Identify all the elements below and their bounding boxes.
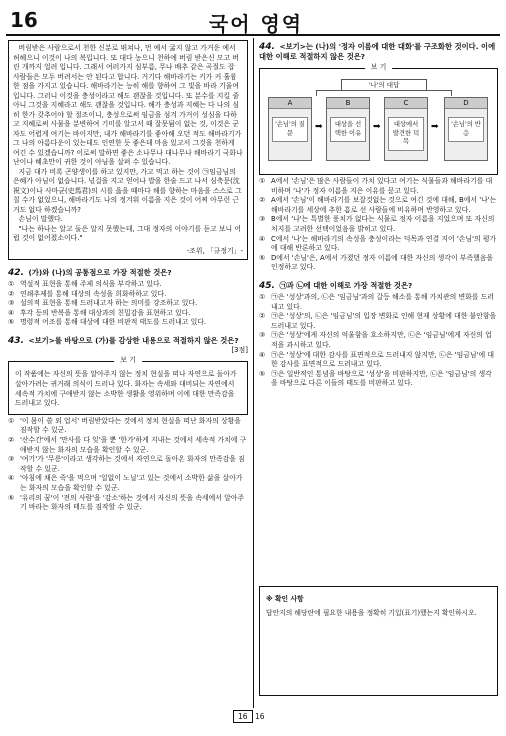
- choice-text: ㉠은 '성상'과의, ㉡은 '임금님'과의 갈등 해소를 통해 가치관의 변화를 드러내고 있다.: [271, 292, 494, 311]
- choice-number: ①: [8, 280, 15, 288]
- notice-title: ※ 확인 사항: [266, 595, 304, 603]
- choice-text: 후각 등의 반복을 통해 대상과의 친밀감을 표현하고 있다.: [20, 308, 191, 317]
- choice-number: ⑤: [259, 369, 266, 378]
- box-text: '손님'의 반응: [448, 117, 484, 142]
- box-text: 대상을 선택한 이유: [330, 117, 366, 142]
- choice-number: ①: [259, 177, 266, 185]
- passage-paragraph: 손님이 말했다.: [18, 215, 63, 223]
- right-column: [259, 40, 498, 389]
- answer-choice[interactable]: [8, 280, 248, 290]
- choice-number: ④: [259, 350, 266, 359]
- answer-choice[interactable]: [8, 474, 248, 493]
- confirmation-notice: [259, 586, 498, 696]
- choice-text: D에서 '손님'은, A에서 가졌던 정자 이름에 대한 자신의 생각이 부족했음을 인정하고 있다.: [271, 253, 494, 272]
- diagram-bracket: [316, 90, 452, 96]
- arrow-right-icon: ➡: [373, 122, 381, 132]
- passage-paragraph: "나는 하나는 알고 둘은 알지 못했는데, 그대 정자의 이야기를 듣고 보니 어럽 것이 없어졌소이다.": [13, 224, 242, 242]
- question-number: 42.: [8, 268, 24, 278]
- page-header: [6, 8, 500, 36]
- choice-text: ㉠은 '성상'에게 자신의 억울함을 호소하지만, ㉡은 '임금님'에게 자신의 업적을 과시하고 있다.: [271, 331, 492, 349]
- choice-text: '유리의 꿈'이 '전의 사람'을 '감소'하는 것에서 자신의 뜻을 속세에서 알아주기 바라는 화자의 태도를 짐작할 수 있군.: [20, 493, 245, 512]
- passage-source: -조위, 「규정기」-: [186, 246, 243, 255]
- choice-number: ①: [8, 416, 15, 425]
- box-letter: D: [445, 98, 487, 109]
- choice-number: ②: [8, 289, 15, 298]
- choice-text: A에서 '손님'은 많은 사람들이 가치 있다고 여기는 식물들과 해바라기를 대비하며 '나'가 정자 이름을 지은 이유를 묻고 있다.: [271, 177, 493, 195]
- diagram-box-a: [268, 97, 312, 161]
- box-letter: B: [327, 98, 369, 109]
- choice-number: ⑤: [259, 253, 266, 262]
- answer-choice[interactable]: [8, 494, 248, 513]
- bogi-text: 이 작품에는 자신의 뜻을 알아주지 않는 정치 현실을 떠나 자연으로 돌아가 살아가려는 귀거래 의식이 드러나 있다. 화자는 속세와 대비되는 자연에서 세속적 가치에 구애받지 않는 소박한 생활을 영위하며 이에 대한 만족감을 드러내고 있다.: [15, 370, 237, 408]
- answer-choice[interactable]: [8, 290, 248, 300]
- answer-choice[interactable]: [8, 417, 248, 436]
- left-column: [8, 40, 248, 513]
- question-42: [8, 268, 248, 328]
- choice-text: ㉠은 '성상'에 대한 감사를 표면적으로 드러내지 않지만, ㉡은 '임금님'에 대한 감사를 표면적으로 드러내고 있다.: [271, 350, 494, 369]
- choice-number: ②: [259, 312, 266, 321]
- answer-choice[interactable]: [259, 331, 498, 350]
- box-letter: C: [385, 98, 427, 109]
- choice-number: ①: [259, 292, 266, 301]
- passage-paragraph: 버림받은 사람으로서 천한 신분로 뛰쳐나, 먼 예서 굶지 않고 가거운 예서 허헤으니 이것이 나의 복입니다. 또 대다 농으니 천하에 버림 받은신 모고 버린 개까지 얼려 입니다. 그래서 여러가지 심부름, 무나 배추 같은 곡절도 잡 사람들은 모두 버려서는 안 된다고 합니다. 거기다 해바라기는 키가 커 훌륭한 점을 가지고 있습니다. 해바라기는 능히 해를 향하여 그 빛을 바라 기울여입니다. 그러니 이것을 충성이라고 해도 괜찮을 것입니다. 또 분수를 지킬 줄 아니 그것을 지혜라고 해도 괜찮을 것입니다. 해가 충성과 지혜는 다 나의 심히 한가 갖추어야 할 절조이니, 충성으로써 임금을 섬겨 가거이 성심을 다하고 지혜로써 사물을 분변하여 기미를 알고서 때 잘못됨이 없는 것, 이것은 군자도 어렵게 여기는 바이지만, 내가 해바라기를 좋아해 오던 적도 해바라기가 그 나의 아름다운이 있는데도 인연한 듯 좋은데 마음 있고서 그것을 천하게 여긴 수 있겠습니까? 이로써 말하면 좋은 소나무나 대나무나 해바라기 국화나 난이나 혜초만이 귀한 것이 아님을 살펴 수 있습니다.: [13, 44, 243, 166]
- structure-diagram: [266, 77, 491, 169]
- answer-choice[interactable]: [259, 235, 498, 254]
- question-45: [259, 281, 498, 389]
- page-number: 16: [10, 8, 38, 32]
- choice-number: ⑤: [8, 318, 15, 327]
- answer-choice[interactable]: [259, 215, 498, 234]
- choice-number: ⑤: [8, 493, 15, 502]
- choice-number: ③: [259, 215, 266, 224]
- passage-box: [8, 40, 248, 260]
- box-letter: A: [269, 98, 311, 109]
- choice-number: ②: [8, 436, 15, 445]
- bogi-label: 보 기: [365, 63, 393, 73]
- choice-list: [259, 293, 498, 389]
- question-number: 44.: [259, 42, 275, 52]
- choice-list: [8, 280, 248, 328]
- arrow-right-icon: ➡: [315, 122, 323, 132]
- arrow-right-icon: ➡: [431, 122, 439, 132]
- choice-text: C에서 '나'는 해바라기의 속성을 충성이라는 덕목과 연결 지어 '손님'의 평가에 대해 반론하고 있다.: [271, 234, 497, 253]
- answer-choice[interactable]: [259, 351, 498, 370]
- question-prompt: (가)와 (나)의 공통점으로 가장 적절한 것은?: [28, 268, 172, 277]
- answer-choice[interactable]: [8, 318, 248, 328]
- question-number: 43.: [8, 335, 24, 346]
- answer-choice[interactable]: [8, 309, 248, 319]
- choice-list: [8, 417, 248, 513]
- choice-text: B에서 '나'는 특별한 풍치가 없다는 식물로 정자 이름을 지었으며 또 자신의 처지를 고려한 선택이었음을 밝히고 있다.: [271, 215, 495, 233]
- bogi-box: [8, 356, 248, 414]
- question-prompt: ㉠과 ㉡에 대한 이해로 가장 적절한 것은?: [279, 280, 413, 290]
- choice-text: 연쇄추제를 통해 대상의 속성을 희화하하고 있다.: [20, 289, 167, 298]
- choice-text: ㉠은 일반적인 통념을 바탕으로 '성상'을 비판하지만, ㉡은 '임금님'의 생각을 바탕으로 다른 이들의 태도를 비판하고 있다.: [271, 369, 492, 388]
- answer-choice[interactable]: [8, 436, 248, 455]
- answer-choice[interactable]: [259, 312, 498, 331]
- choice-text: 설의적 표현을 통해 드러내고자 하는 의미를 강조하고 있다.: [20, 299, 198, 308]
- diagram-top-label: '나'의 대답: [341, 79, 427, 91]
- answer-choice[interactable]: [259, 196, 498, 215]
- answer-choice[interactable]: [259, 370, 498, 389]
- choice-number: ③: [259, 331, 266, 340]
- question-prompt: <보기>는 (나)의 '정자 이름에 대한 대화'를 구조화한 것이다. 이에 대한 이해로 적절하지 않은 것은?: [259, 42, 496, 61]
- diagram-box-d: [444, 97, 488, 161]
- answer-choice[interactable]: [8, 455, 248, 474]
- choice-number: ④: [8, 474, 15, 483]
- choice-text: A에서 '손님'이 해바라기를 보잘것없는 것으로 여긴 것에 대해, B에서 '나'는 해바라기를 세상에 추한 흠로 선 사람들에 비유하며 반영하고 있다.: [271, 196, 497, 214]
- box-text: 대상에서 발견한 덕목: [388, 117, 424, 151]
- choice-number: ④: [8, 308, 15, 317]
- choice-text: '산수간'에서 '만사를 다 잊'을 뿐 '한가'하게 지내는 것에서 세속적 가치에 구애받지 않는 화자의 모습을 확인할 수 있군.: [20, 436, 247, 454]
- footer-total-page: 16: [254, 712, 265, 721]
- choice-number: ②: [259, 196, 266, 205]
- choice-text: ㉠은 '성상'의, ㉡은 '임금님'의 입장 변화로 인해 현재 상황에 대한 불안함을 드러내고 있다.: [271, 312, 497, 330]
- footer-page-indicator: [233, 710, 264, 723]
- column-divider: [253, 38, 254, 708]
- choice-text: '이 몸이 쓸 외 업서' 버림받았다는 것에서 정치 현실을 떠난 화자의 상황을 짐작할 수 있군.: [20, 416, 241, 435]
- bogi-label: 보 기: [114, 356, 142, 366]
- choice-list: [259, 177, 498, 273]
- choice-text: 명령적 어조를 통해 대상에 대한 비판적 태도를 드러내고 있다.: [20, 318, 207, 327]
- bogi-box: [259, 63, 498, 175]
- answer-choice[interactable]: [259, 293, 498, 312]
- choice-text: '여기'가 '무릉'이라고 생각하는 것에서 자연으로 돌아온 화자의 만족감을 짐작할 수 있군.: [20, 455, 245, 473]
- choice-text: 역설적 표현을 통해 주제 의식을 부각하고 있다.: [20, 280, 162, 288]
- choice-number: ④: [259, 234, 266, 243]
- question-prompt: <보기>를 바탕으로 (가)를 감상한 내용으로 적절하지 않은 것은?: [28, 335, 239, 345]
- passage-paragraph: 지금 대가 비록 곤양생이를 하고 있지만, 가고 먹고 하는 것이 ㉠임금님의 은혜가 아님이 없습니다. 넋걸을 지고 얻어나 밥을 한술 드고 나서 심축문(沈祝文)이나 사마균(史馬君)의 시를 읊을 때마다 해를 향하는 마음을 스스로 그칠 수가 없었으니, 해바라기도 나의 정겨워 이름을 지은 것이 어찌 아무런 근거도 없다 하겠습니까?: [13, 167, 242, 214]
- choice-text: '아침에 채은 죽'을 먹으며 '일없이 노닐'고 있는 것에서 소박한 삶을 살아가는 화자의 모습을 확인할 수 있군.: [20, 474, 243, 492]
- diagram-box-c: [384, 97, 428, 161]
- question-number: 45.: [259, 280, 275, 291]
- choice-number: ③: [8, 299, 15, 308]
- question-43: [8, 336, 248, 513]
- choice-number: ③: [8, 455, 15, 464]
- notice-text: 답안지의 해당란에 필요한 내용을 정확히 기입(표기)했는지 확인하시오.: [266, 609, 477, 617]
- footer-current-page: 16: [233, 710, 253, 723]
- points-label: [3점]: [231, 345, 248, 354]
- answer-choice[interactable]: [259, 177, 498, 196]
- subject-title: 국어 영역: [208, 12, 304, 36]
- answer-choice[interactable]: [8, 299, 248, 309]
- question-44: [259, 42, 498, 273]
- diagram-box-b: [326, 97, 370, 161]
- answer-choice[interactable]: [259, 254, 498, 273]
- box-text: '손님'의 질문: [272, 117, 308, 142]
- header-rule: [6, 34, 500, 36]
